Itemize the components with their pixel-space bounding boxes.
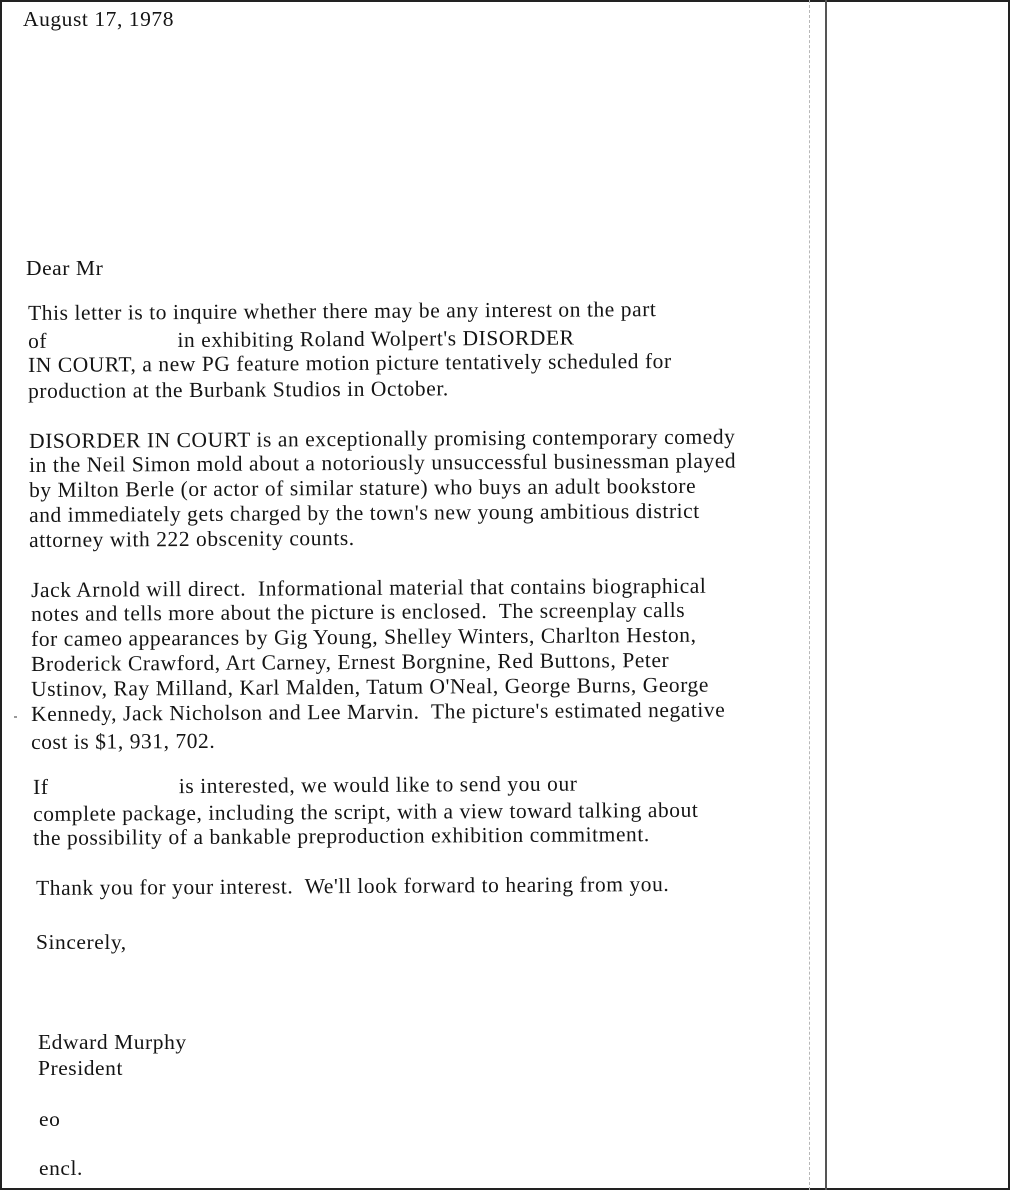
letter-date: August 17, 1978 (23, 7, 174, 31)
scan-fold-line-faint (809, 0, 810, 1190)
typist-initials: eo (39, 1107, 61, 1131)
paragraph4-line2: complete package, including the script, with a view toward talking about (33, 797, 699, 826)
paragraph2-line5: attorney with 222 obscenity counts. (29, 525, 355, 552)
paragraph2-line4: and immediately gets charged by the town's new young ambitious district (29, 498, 700, 527)
paragraph3-line7: cost is $1, 931, 702. (31, 728, 216, 754)
closing: Sincerely, (36, 930, 127, 954)
scan-speck (14, 716, 17, 718)
paragraph2-line1: DISORDER IN COURT is an exceptionally promising contemporary comedy (29, 424, 736, 453)
paragraph3-line1: Jack Arnold will direct. Informational material that contains biographical (31, 573, 707, 602)
paragraph3-line4: Broderick Crawford, Art Carney, Ernest Borgnine, Red Buttons, Peter (31, 647, 670, 676)
paragraph4-line3: the possibility of a bankable preproduction exhibition commitment. (33, 822, 650, 850)
paragraph1-line3: IN COURT, a new PG feature motion picture tentatively scheduled for (28, 348, 672, 377)
signer-title: President (38, 1056, 123, 1080)
paragraph2-line2: in the Neil Simon mold about a notoriously unsuccessful businessman played (29, 448, 737, 477)
scan-fold-line (825, 0, 827, 1190)
paragraph3-line5: Ustinov, Ray Milland, Karl Malden, Tatum O'Neal, George Burns, George (31, 672, 709, 701)
paragraph3-line6: Kennedy, Jack Nicholson and Lee Marvin. The picture's estimated negative (31, 697, 726, 726)
salutation: Dear Mr (26, 256, 104, 280)
paragraph3-line3: for cameo appearances by Gig Young, Shelley Winters, Charlton Heston, (31, 622, 697, 651)
signer-name: Edward Murphy (38, 1030, 187, 1054)
enclosure-note: encl. (39, 1156, 83, 1180)
paragraph3-line2: notes and tells more about the picture is enclosed. The screenplay calls (31, 597, 686, 626)
paragraph1-line2: of in exhibiting Roland Wolpert's DISORDER (28, 325, 575, 353)
paragraph1-line1: This letter is to inquire whether there may be any interest on the part (28, 297, 657, 325)
paragraph4-line1: If is interested, we would like to send you our (33, 771, 578, 799)
thanks-line: Thank you for your interest. We'll look forward to hearing from you. (36, 872, 670, 900)
paragraph1-line4: production at the Burbank Studios in October. (28, 376, 449, 403)
paragraph2-line3: by Milton Berle (or actor of similar stature) who buys an adult bookstore (29, 473, 697, 502)
